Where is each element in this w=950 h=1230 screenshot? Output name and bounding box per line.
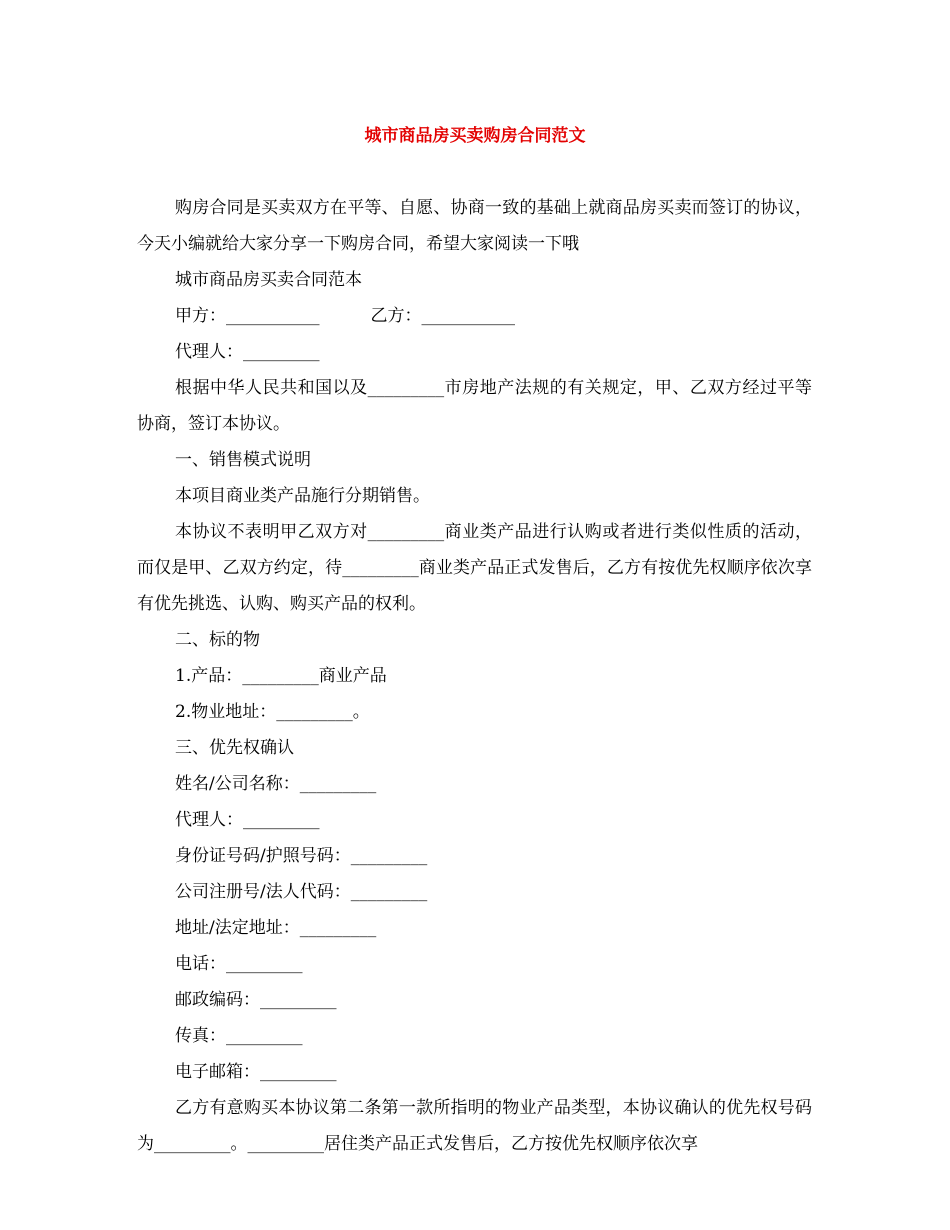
agent-field-line: 代理人：_________	[175, 810, 320, 830]
priority-paragraph: 乙方有意购买本协议第二条第一款所指明的物业产品类型，本协议确认的优先权号码为_________。_________居住类产品正式发售后，乙方按优先权顺序依次享	[137, 1098, 812, 1154]
document-body	[137, 190, 812, 1162]
phone-field-line: 电话：_________	[175, 954, 303, 974]
company-reg-field-line: 公司注册号/法人代码：_________	[175, 882, 428, 902]
id-number-field-line: 身份证号码/护照号码：_________	[175, 846, 428, 866]
intro-paragraph: 购房合同是买卖双方在平等、自愿、协商一致的基础上就商品房买卖而签订的协议，今天小编就给大家分享一下购房合同，希望大家阅读一下哦	[137, 198, 812, 254]
contract-subtitle: 城市商品房买卖合同范本	[175, 270, 362, 290]
email-field-line: 电子邮箱：_________	[175, 1062, 337, 1082]
product-line: 1.产品：_________商业产品	[175, 666, 387, 686]
agreement-scope-paragraph: 本协议不表明甲乙双方对_________商业类产品进行认购或者进行类似性质的活动，而仅是甲、乙双方约定，待_________商业类产品正式发售后，乙方有按优先权顺序依次享有优先挑选、认购、购买产品的权利。	[137, 522, 812, 614]
party-line: 甲方：___________ 乙方：___________	[175, 306, 515, 326]
name-field-line: 姓名/公司名称：_________	[175, 774, 377, 794]
legal-basis-paragraph: 根据中华人民共和国以及_________市房地产法规的有关规定，甲、乙双方经过平等协商，签订本协议。	[137, 378, 812, 434]
property-address-line: 2.物业地址：_________。	[175, 702, 370, 722]
fax-field-line: 传真：_________	[175, 1026, 303, 1046]
section-heading-2: 二、标的物	[175, 630, 260, 650]
postcode-field-line: 邮政编码：_________	[175, 990, 337, 1010]
sales-mode-paragraph: 本项目商业类产品施行分期销售。	[175, 486, 430, 506]
section-heading-1: 一、销售模式说明	[175, 450, 311, 470]
section-heading-3: 三、优先权确认	[175, 738, 294, 758]
address-field-line: 地址/法定地址：_________	[175, 918, 377, 938]
document-title: 城市商品房买卖购房合同范文	[364, 126, 586, 146]
agent-line: 代理人：_________	[175, 342, 320, 362]
